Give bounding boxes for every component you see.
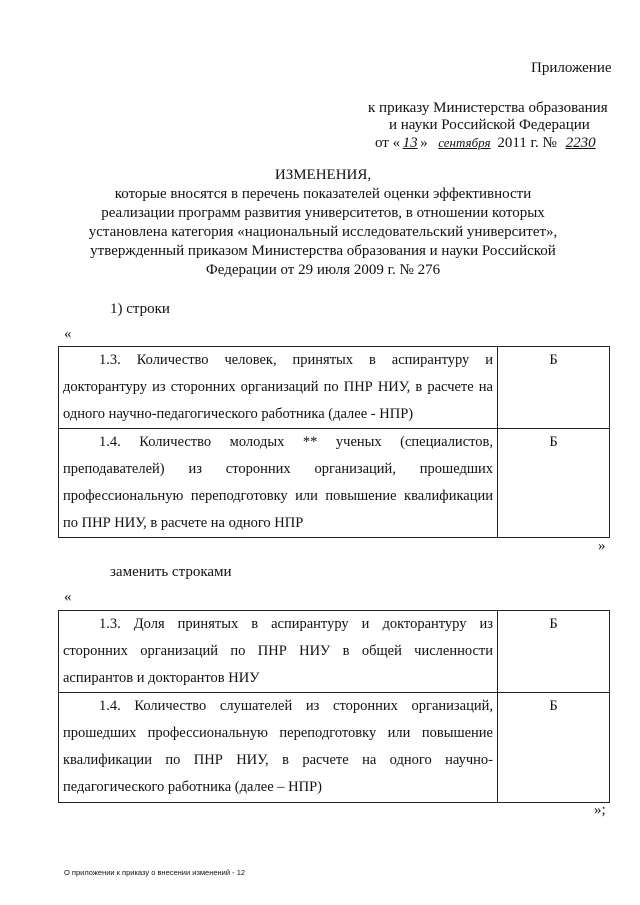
order-reference-line1: к приказу Министерства образования bbox=[368, 100, 608, 116]
row-description: 1.4. Количество молодых ** ученых (специалистов, преподавателей) из сторонних организаций, прошедших профессиональную переподготовку или повышение квалификации по ПНР НИУ, в расчете на одного НПР bbox=[59, 429, 498, 538]
document-title bbox=[40, 166, 606, 280]
open-quote-2: « bbox=[64, 589, 72, 605]
appendix-label: Приложение bbox=[531, 60, 612, 76]
title-heading: ИЗМЕНЕНИЯ, bbox=[274, 167, 372, 183]
row-code: Б bbox=[498, 611, 610, 693]
date-prefix: от « bbox=[375, 135, 401, 151]
row-code: Б bbox=[498, 693, 610, 803]
row-code: Б bbox=[498, 429, 610, 538]
date-day: 13 bbox=[402, 135, 418, 151]
open-quote-1: « bbox=[64, 326, 72, 342]
title-line: установлена категория «национальный исследовательский университет», bbox=[88, 224, 558, 240]
title-line: реализации программ развития университетов, в отношении которых bbox=[101, 205, 545, 221]
close-quote-1: » bbox=[598, 538, 606, 554]
date-month: сентября bbox=[438, 135, 491, 150]
table-row bbox=[59, 611, 610, 693]
date-year: 2011 г. № bbox=[497, 135, 557, 151]
order-number: 2230 bbox=[565, 135, 596, 151]
row-description: 1.3. Количество человек, принятых в аспирантуру и докторантуру из сторонних организаций по ПНР НИУ, в расчете на одного научно-педагогического работника (далее - НПР) bbox=[59, 347, 498, 429]
table-row bbox=[59, 347, 610, 429]
table-row bbox=[59, 429, 610, 538]
close-quote-2: »; bbox=[594, 802, 606, 818]
title-line: которые вносятся в перечень показателей оценки эффективности bbox=[114, 186, 532, 202]
row-description: 1.3. Доля принятых в аспирантуру и докторантуру из сторонних организаций по ПНР НИУ в общей численности аспирантов и докторантов НИУ bbox=[59, 611, 498, 693]
section-label-rows: 1) строки bbox=[110, 301, 170, 317]
section-label-replace: заменить строками bbox=[110, 564, 232, 580]
table-row bbox=[59, 693, 610, 803]
title-line: утвержденный приказом Министерства образования и науки Российской bbox=[90, 243, 556, 259]
date-mid: » bbox=[420, 135, 428, 151]
row-code: Б bbox=[498, 347, 610, 429]
order-date-line bbox=[375, 134, 601, 152]
old-rows-table bbox=[58, 346, 610, 538]
row-description: 1.4. Количество слушателей из сторонних организаций, прошедших профессиональную переподготовку или повышение квалификации по ПНР НИУ, в расчете на одного научно-педагогического работника (далее – НПР) bbox=[59, 693, 498, 803]
title-line: Федерации от 29 июля 2009 г. № 276 bbox=[205, 262, 441, 278]
new-rows-table bbox=[58, 610, 610, 803]
order-reference-line2: и науки Российской Федерации bbox=[389, 117, 590, 133]
page-footer: О приложении к приказу о внесении изменений - 12 bbox=[64, 868, 246, 877]
